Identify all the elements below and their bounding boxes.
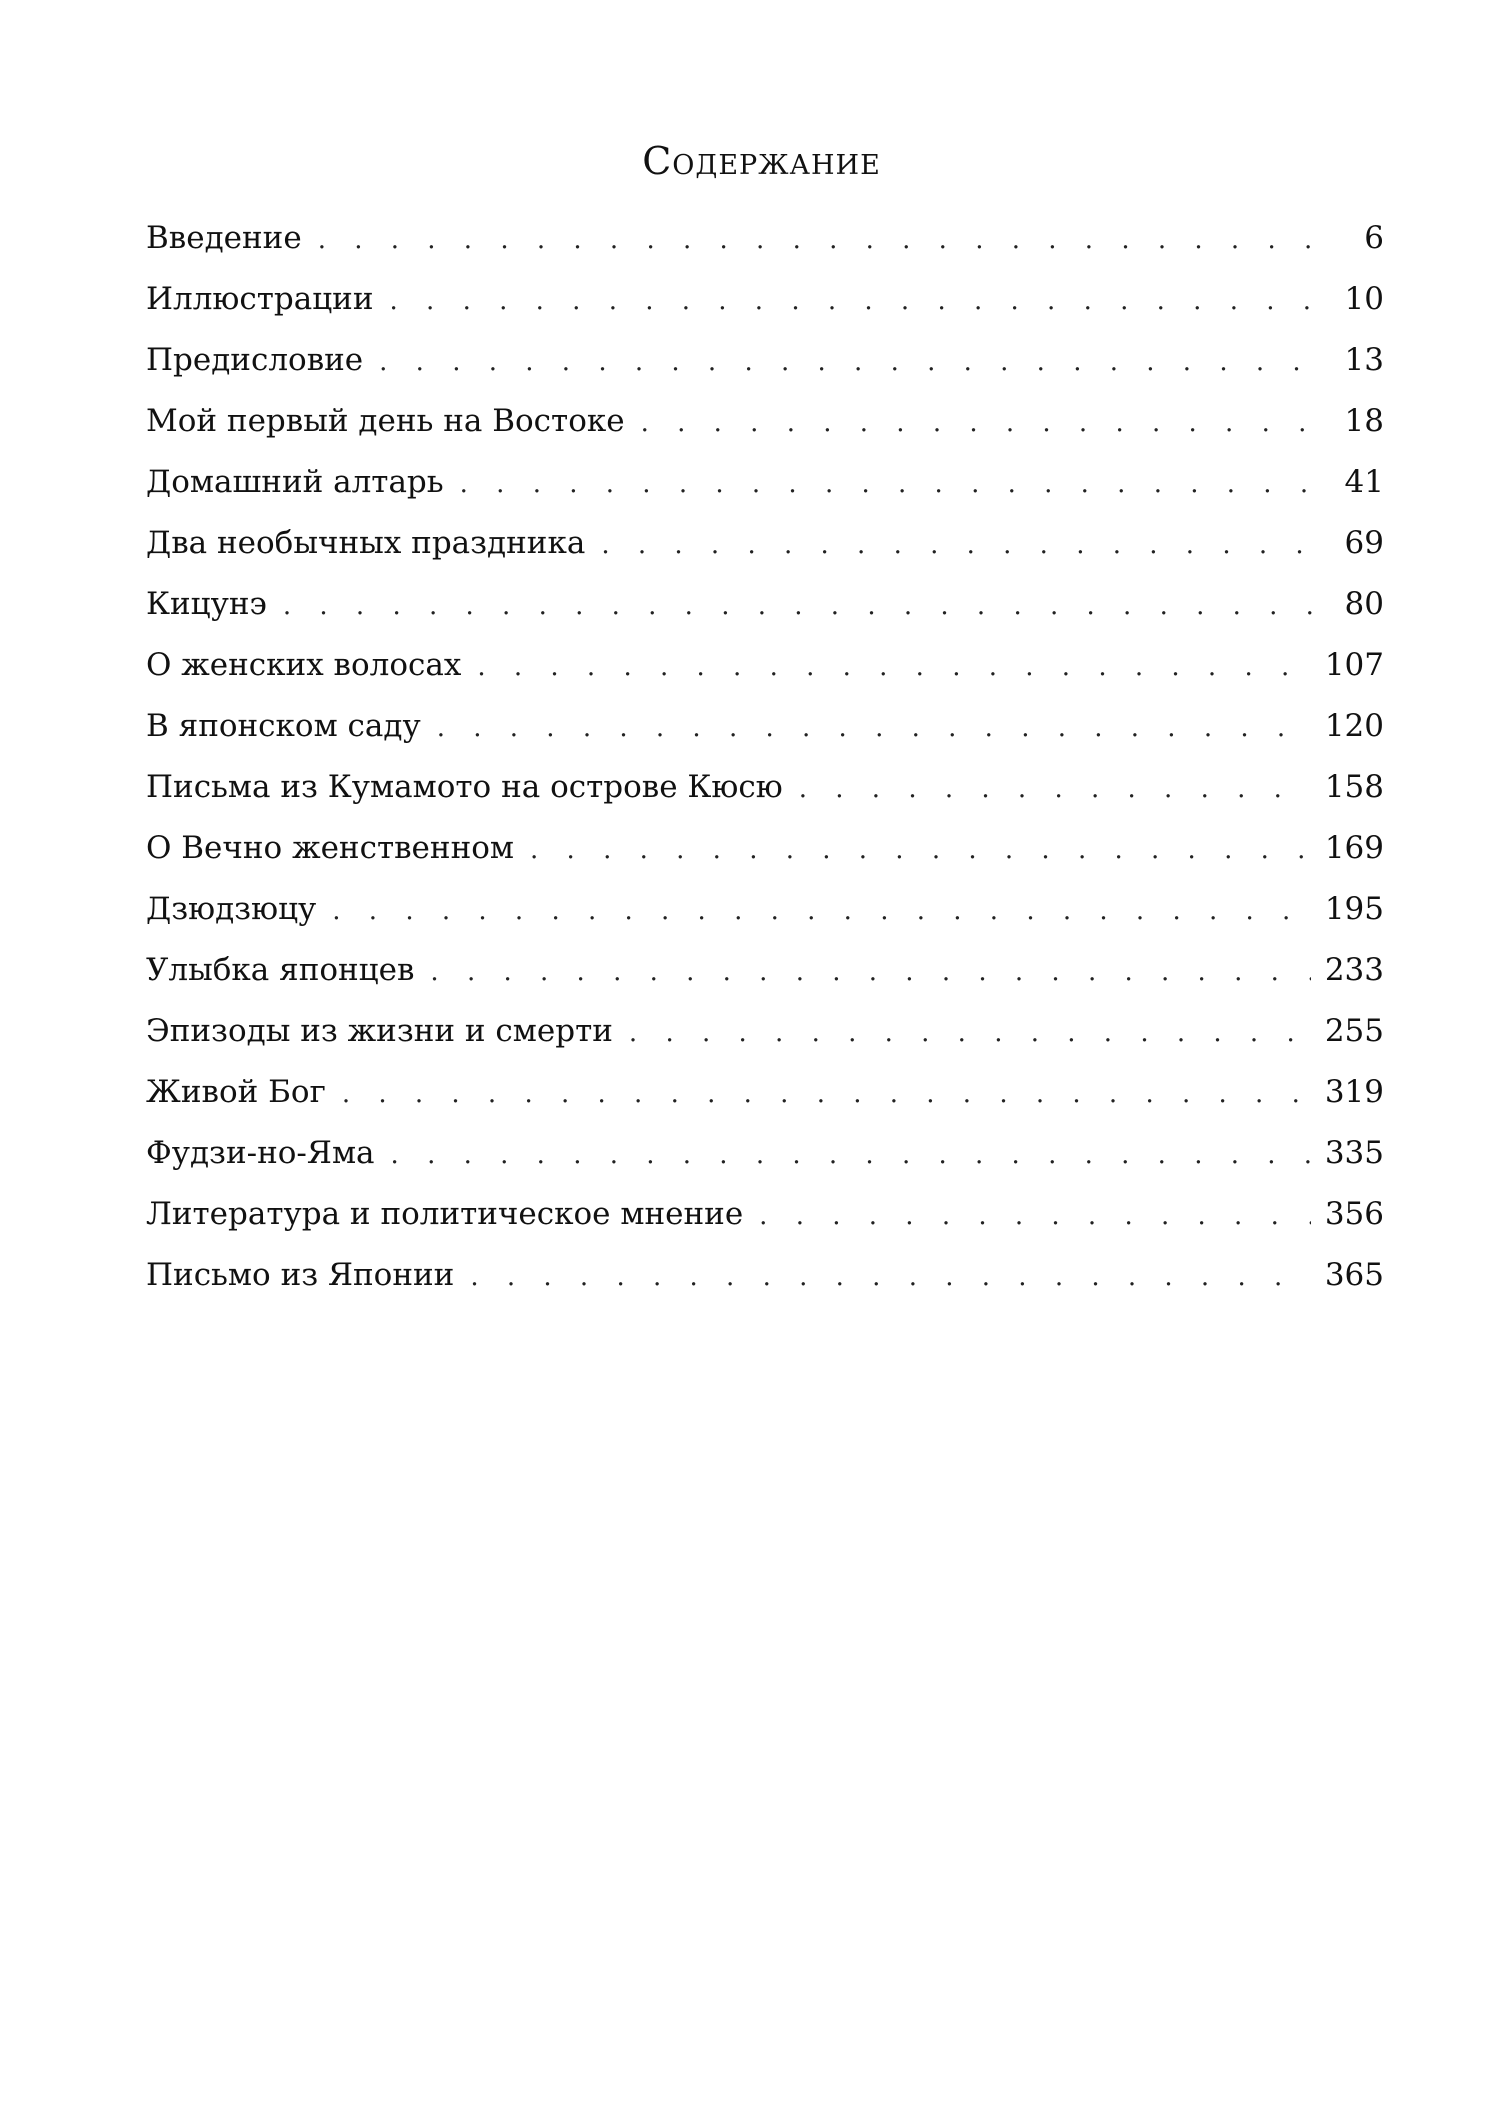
toc-entry[interactable] xyxy=(146,704,1384,765)
toc-entry-page: 195 xyxy=(1324,891,1384,927)
dot-leader xyxy=(318,218,1330,262)
toc-entry-page: 80 xyxy=(1344,586,1384,622)
toc-entry[interactable] xyxy=(146,643,1384,704)
toc-entry-page: 69 xyxy=(1344,525,1384,561)
toc-entry[interactable] xyxy=(146,887,1384,948)
toc-entry-title: Иллюстрации xyxy=(146,281,374,317)
toc-entry[interactable] xyxy=(146,1192,1384,1253)
dot-leader xyxy=(759,1194,1311,1238)
toc-entry-title: Два необычных праздника xyxy=(146,525,586,561)
dot-leader xyxy=(332,889,1311,933)
dot-leader xyxy=(379,340,1330,384)
toc-entry-title: Эпизоды из жизни и смерти xyxy=(146,1013,613,1049)
toc-entry-page: 120 xyxy=(1324,708,1384,744)
toc-entry-title: В японском саду xyxy=(146,708,421,744)
toc-entry-title: О женских волосах xyxy=(146,647,462,683)
toc-entry[interactable] xyxy=(146,216,1384,277)
dot-leader xyxy=(641,401,1330,445)
toc-entry-title: Письмо из Японии xyxy=(146,1257,455,1293)
toc-entry-title: О Вечно женственном xyxy=(146,830,515,866)
dot-leader xyxy=(283,584,1330,628)
dot-leader xyxy=(601,523,1330,567)
toc-title: Содержание xyxy=(642,139,881,183)
toc-entry-page: 365 xyxy=(1324,1257,1384,1293)
dot-leader xyxy=(391,1133,1311,1177)
toc-entry[interactable] xyxy=(146,1070,1384,1131)
toc-entry-title: Предисловие xyxy=(146,342,364,378)
toc-entry[interactable] xyxy=(146,765,1384,826)
toc-entry-page: 13 xyxy=(1344,342,1384,378)
dot-leader xyxy=(477,645,1311,689)
dot-leader xyxy=(430,950,1310,994)
toc-entry[interactable] xyxy=(146,277,1384,338)
toc-entry-page: 233 xyxy=(1324,952,1384,988)
toc-entry[interactable] xyxy=(146,582,1384,643)
toc-entry-page: 169 xyxy=(1324,830,1384,866)
dot-leader xyxy=(799,767,1311,811)
toc-entry[interactable] xyxy=(146,338,1384,399)
dot-leader xyxy=(342,1072,1311,1116)
toc-entry[interactable] xyxy=(146,1009,1384,1070)
toc-entry[interactable] xyxy=(146,399,1384,460)
toc-entry[interactable] xyxy=(146,948,1384,1009)
toc-entry-page: 107 xyxy=(1324,647,1384,683)
toc-entry-page: 10 xyxy=(1344,281,1384,317)
toc-entry-title: Улыбка японцев xyxy=(146,952,415,988)
toc-entry-page: 6 xyxy=(1364,220,1384,256)
toc-entry-page: 335 xyxy=(1324,1135,1384,1171)
toc-entry[interactable] xyxy=(146,826,1384,887)
dot-leader xyxy=(390,279,1330,323)
toc-entry-title: Кицунэ xyxy=(146,586,267,622)
toc-entry[interactable] xyxy=(146,460,1384,521)
toc-entry-title: Живой Бог xyxy=(146,1074,326,1110)
toc-entry-title: Дзюдзюцу xyxy=(146,891,317,927)
toc-entry[interactable] xyxy=(146,521,1384,582)
toc-entry-title: Фудзи-но-Яма xyxy=(146,1135,375,1171)
toc-entry-page: 255 xyxy=(1324,1013,1384,1049)
dot-leader xyxy=(437,706,1311,750)
toc-entry-title: Литература и политическое мнение xyxy=(146,1196,744,1232)
toc-entry-page: 158 xyxy=(1324,769,1384,805)
dot-leader xyxy=(530,828,1311,872)
toc-entry-page: 319 xyxy=(1324,1074,1384,1110)
dot-leader xyxy=(460,462,1330,506)
toc-entry[interactable] xyxy=(146,1253,1384,1314)
toc-entry-title: Введение xyxy=(146,220,302,256)
toc-entry-page: 356 xyxy=(1324,1196,1384,1232)
dot-leader xyxy=(470,1255,1310,1299)
toc-entry-page: 41 xyxy=(1344,464,1384,500)
toc-list xyxy=(146,216,1384,1314)
toc-entry-title: Домашний алтарь xyxy=(146,464,444,500)
toc-entry[interactable] xyxy=(146,1131,1384,1192)
toc-entry-title: Письма из Кумамото на острове Кюсю xyxy=(146,769,783,805)
toc-entry-title: Мой первый день на Востоке xyxy=(146,403,625,439)
toc-entry-page: 18 xyxy=(1344,403,1384,439)
dot-leader xyxy=(629,1011,1311,1055)
